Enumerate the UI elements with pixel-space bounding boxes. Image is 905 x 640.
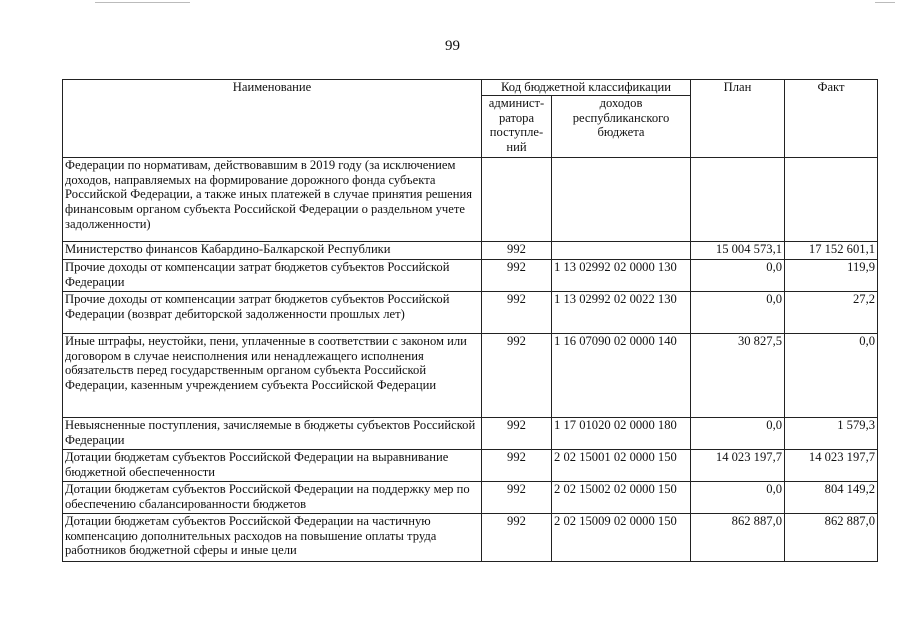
row-fact-cell: 862 887,0 (785, 513, 878, 561)
row-admin-cell: 992 (482, 241, 552, 259)
row-name-cell: Дотации бюджетам субъектов Российской Федерации на выравнивание бюджетной обеспеченности (63, 449, 482, 481)
row-admin-cell: 992 (482, 481, 552, 513)
row-plan-cell: 0,0 (691, 481, 785, 513)
row-plan-cell: 0,0 (691, 291, 785, 333)
header-name: Наименование (63, 80, 482, 158)
row-name-cell: Федерации по нормативам, действовавшим в 2019 году (за исключением доходов, направляемых на формирование дорожного фонда субъекта Российской Федерации, а также иных платежей в случае принятия решения финансовым органом субъекта Российской Федерации о раздельном учете задолженности) (63, 157, 482, 241)
row-plan-cell (691, 157, 785, 241)
row-admin-cell: 992 (482, 513, 552, 561)
budget-income-table (62, 79, 878, 562)
scan-line-left (95, 2, 190, 3)
row-plan-cell: 0,0 (691, 259, 785, 291)
row-code-cell: 1 17 01020 02 0000 180 (552, 417, 691, 449)
table-row (63, 259, 878, 291)
row-plan-cell: 15 004 573,1 (691, 241, 785, 259)
row-plan-cell: 862 887,0 (691, 513, 785, 561)
row-admin-cell: 992 (482, 333, 552, 417)
row-code-cell: 2 02 15009 02 0000 150 (552, 513, 691, 561)
table-header (63, 80, 878, 158)
row-name-cell: Прочие доходы от компенсации затрат бюджетов субъектов Российской Федерации (63, 259, 482, 291)
row-name-cell: Невыясненные поступления, зачисляемые в бюджеты субъектов Российской Федерации (63, 417, 482, 449)
table-row (63, 157, 878, 241)
row-name-cell: Министерство финансов Кабардино-Балкарской Республики (63, 241, 482, 259)
table-row (63, 481, 878, 513)
row-admin-cell: 992 (482, 259, 552, 291)
row-name-cell: Прочие доходы от компенсации затрат бюджетов субъектов Российской Федерации (возврат дебиторской задолженности прошлых лет) (63, 291, 482, 333)
row-name-cell: Иные штрафы, неустойки, пени, уплаченные в соответствии с законом или договором в случае неисполнения или ненадлежащего исполнения обязательств перед государственным органом субъекта Российской Федерации, казенным учреждением субъекта Российской Федерации (63, 333, 482, 417)
row-code-cell: 2 02 15001 02 0000 150 (552, 449, 691, 481)
row-code-cell: 1 13 02992 02 0022 130 (552, 291, 691, 333)
table-row (63, 417, 878, 449)
row-code-cell (552, 157, 691, 241)
row-plan-cell: 30 827,5 (691, 333, 785, 417)
header-fact: Факт (785, 80, 878, 158)
header-plan: План (691, 80, 785, 158)
table-row (63, 333, 878, 417)
header-code-group: Код бюджетной классификации (482, 80, 691, 96)
row-fact-cell: 14 023 197,7 (785, 449, 878, 481)
row-fact-cell: 27,2 (785, 291, 878, 333)
table-row (63, 449, 878, 481)
page-number: 99 (445, 38, 460, 54)
table-row (63, 291, 878, 333)
row-fact-cell: 17 152 601,1 (785, 241, 878, 259)
row-name-cell: Дотации бюджетам субъектов Российской Федерации на частичную компенсацию дополнительных расходов на повышение оплаты труда работников бюджетной сферы и иные цели (63, 513, 482, 561)
row-admin-cell: 992 (482, 291, 552, 333)
table-row (63, 513, 878, 561)
row-plan-cell: 14 023 197,7 (691, 449, 785, 481)
row-code-cell: 1 13 02992 02 0000 130 (552, 259, 691, 291)
row-code-cell (552, 241, 691, 259)
row-fact-cell: 804 149,2 (785, 481, 878, 513)
table-body (63, 157, 878, 561)
row-name-cell: Дотации бюджетам субъектов Российской Федерации на поддержку мер по обеспечению сбалансированности бюджетов (63, 481, 482, 513)
header-income: доходов республиканского бюджета (552, 95, 691, 157)
row-plan-cell: 0,0 (691, 417, 785, 449)
row-fact-cell (785, 157, 878, 241)
header-admin: админист- ратора поступле- ний (482, 95, 552, 157)
row-fact-cell: 0,0 (785, 333, 878, 417)
row-admin-cell (482, 157, 552, 241)
row-code-cell: 2 02 15002 02 0000 150 (552, 481, 691, 513)
table-row (63, 241, 878, 259)
row-admin-cell: 992 (482, 449, 552, 481)
row-admin-cell: 992 (482, 417, 552, 449)
row-code-cell: 1 16 07090 02 0000 140 (552, 333, 691, 417)
scan-line-right (875, 2, 895, 3)
row-fact-cell: 119,9 (785, 259, 878, 291)
row-fact-cell: 1 579,3 (785, 417, 878, 449)
